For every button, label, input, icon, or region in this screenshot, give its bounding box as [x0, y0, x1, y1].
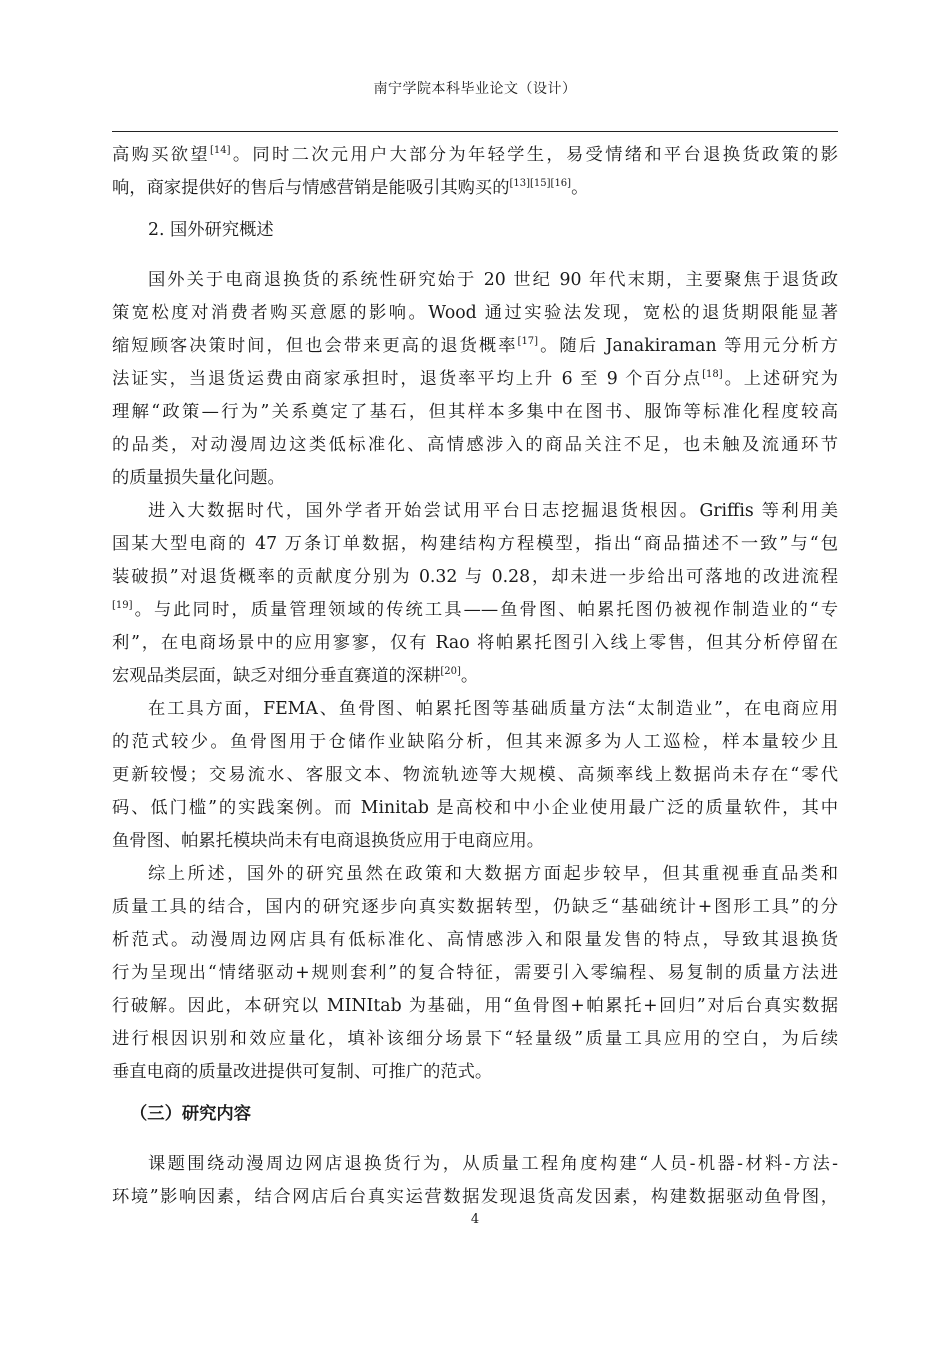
text-line: 理解“政策—行为”关系奠定了基石，但其样本多集中在图书、服饰等标准化程度较高	[112, 402, 838, 422]
section-heading: （三）研究内容	[130, 1104, 251, 1124]
text-line: 法证实，当退货运费由商家承担时，退货率平均上升 6 至 9 个百分点[18]。上述研究为	[112, 369, 838, 389]
text-line: 策宽松度对消费者购买意愿的影响。Wood 通过实验法发现，宽松的退货期限能显著	[112, 303, 838, 323]
text-line: 课题围绕动漫周边网店退换货行为，从质量工程角度构建“人员-机器-材料-方法-	[148, 1154, 838, 1174]
text-line: 行为呈现出“情绪驱动+规则套利”的复合特征，需要引入零编程、易复制的质量方法进	[112, 963, 838, 983]
header-rule	[112, 131, 838, 132]
citation: [20]	[440, 666, 461, 677]
text-line: 缩短顾客决策时间，但也会带来更高的退货概率[17]。随后 Janakiraman 等用元分析方	[112, 336, 838, 356]
text-line: 进行根因识别和效应量化，填补该细分场景下“轻量级”质量工具应用的空白，为后续	[112, 1029, 838, 1049]
citation: [18]	[702, 369, 723, 380]
text-line: 响，商家提供好的售后与情感营销是能吸引其购买的[13][15][16]。	[112, 178, 589, 198]
running-header: 南宁学院本科毕业论文（设计）	[373, 81, 577, 97]
text-line: 宏观品类层面，缺乏对细分垂直赛道的深耕[20]。	[112, 666, 479, 686]
text-line: 的质量损失量化问题。	[112, 468, 285, 488]
text-line: 的品类，对动漫周边这类低标准化、高情感涉入的商品关注不足，也未触及流通环节	[112, 435, 838, 455]
citation: [19]	[112, 600, 133, 611]
text-line: 综上所述，国外的研究虽然在政策和大数据方面起步较早，但其重视垂直品类和	[148, 864, 838, 884]
text-line: 装破损”对退货概率的贡献度分别为 0.32 与 0.28，却未进一步给出可落地的改进流程	[112, 567, 838, 587]
text-line: 的范式较少。鱼骨图用于仓储作业缺陷分析，但其来源多为人工巡检，样本量较少且	[112, 732, 838, 752]
text-line: 在工具方面，FEMA、鱼骨图、帕累托图等基础质量方法“太制造业”，在电商应用	[148, 699, 838, 719]
text-line: [19]。与此同时，质量管理领域的传统工具——鱼骨图、帕累托图仍被视作制造业的“专	[112, 600, 838, 620]
text-line: 更新较慢；交易流水、客服文本、物流轨迹等大规模、高频率线上数据尚未存在“零代	[112, 765, 838, 785]
text-line: 行破解。因此，本研究以 MINItab 为基础，用“鱼骨图+帕累托+回归”对后台真实数据	[112, 996, 838, 1016]
text-line: 进入大数据时代，国外学者开始尝试用平台日志挖掘退货根因。Griffis 等利用美	[148, 501, 838, 521]
section-heading: 2. 国外研究概述	[148, 220, 274, 240]
text-line: 垂直电商的质量改进提供可复制、可推广的范式。	[112, 1062, 493, 1082]
text-line: 国某大型电商的 47 万条订单数据，构建结构方程模型，指出“商品描述不一致”与“包	[112, 534, 838, 554]
text-line: 鱼骨图、帕累托模块尚未有电商退换货应用于电商应用。	[112, 831, 545, 851]
text-line: 码、低门槛”的实践案例。而 Minitab 是高校和中小企业使用最广泛的质量软件，其中	[112, 798, 838, 818]
text-line: 质量工具的结合，国内的研究逐步向真实数据转型，仍缺乏“基础统计+图形工具”的分	[112, 897, 838, 917]
citation: [14]	[209, 145, 231, 156]
text-line: 高购买欲望[14]。同时二次元用户大部分为年轻学生，易受情绪和平台退换货政策的影	[112, 145, 838, 165]
citation: [13][15][16]	[509, 178, 572, 189]
text-line: 析范式。动漫周边网店具有低标准化、高情感涉入和限量发售的特点，导致其退换货	[112, 930, 838, 950]
text-line: 环境”影响因素，结合网店后台真实运营数据发现退货高发因素，构建数据驱动鱼骨图，	[112, 1187, 838, 1207]
citation: [17]	[517, 336, 539, 347]
text-line: 利”，在电商场景中的应用寥寥，仅有 Rao 将帕累托图引入线上零售，但其分析停留在	[112, 633, 838, 653]
page-number: 4	[470, 1212, 480, 1227]
text-line: 国外关于电商退换货的系统性研究始于 20 世纪 90 年代末期，主要聚焦于退货政	[148, 270, 838, 290]
